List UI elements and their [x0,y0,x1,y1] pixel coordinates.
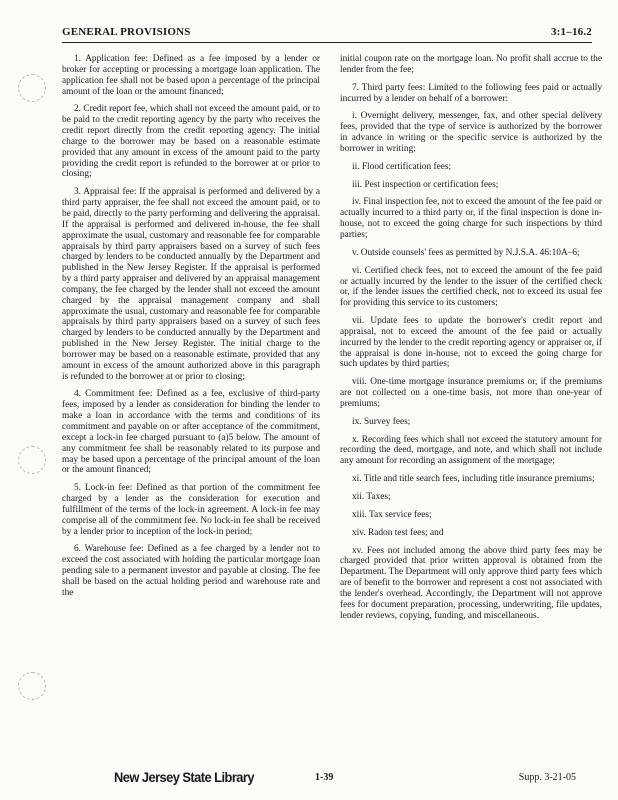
list-item: xii. Taxes; [352,492,391,502]
left-column [62,54,320,606]
list-item: xiii. Tax service fees; [352,509,432,520]
page-number: 1-39 [315,772,334,783]
paragraph-appraisal-fee: 3. Appraisal fee: If the appraisal is performed and delivered by a third party appraiser, the fee shall not exceed the amount paid, or to be paid, directly to the party performing and delivering the appraisal. If the appraisal is performed and delivered in-house, the fee shall approximate the usual, customary and reasonable fee for comparable appraisals by third party appraisers based on a survey of such fees charged by lenders to be conducted annually by the Department and published in the New Jersey Register. If the appraisal is performed by a third party appraiser and delivered by an appraisal management company, the fee charged by the lender shall not exceed the amount charged by the appraisal management company and shall approximate the usual, customary and reasonable fee for comparable appraisals by third party appraisers based on a survey of such fees charged by lenders to be conducted annually by the Department and published in the New Jersey Register. The initial charge to the borrower may be based on a reasonable estimate, provided that any amount in excess of the amount authorized above in this paragraph is refunded to the borrower at or prior to closing; [62,187,320,382]
header-section-number: 3:1–16.2 [550,26,592,38]
header-section-title: GENERAL PROVISIONS [62,26,191,38]
paragraph-credit-report-fee: 2. Credit report fee, which shall not exceed the amount paid, or to be paid to the credit reporting agency by the party who receives the credit report directly from the credit reporting agency. The initial charge to the borrower may be based on a reasonable estimate provided that any amount in excess of the amount paid to the party providing the credit report is refunded to the borrower at or prior to closing; [62,104,320,180]
list-item: xiv. Radon test fees; and [352,527,444,538]
list-item: xv. Fees not included among the above third party fees may be charged provided that prior written approval is obtained from the Department. The Department will only approve third party fees which are of benefit to the borrower and represent a cost not associated with the lender's overhead. Accordingly, the Department will not approve fees for document preparation, processing, underwriting, file updates, lender reviews, copying, funding, and miscellaneous. [340,545,602,621]
paragraph-warehouse-fee-continued: initial coupon rate on the mortgage loan. No profit shall accrue to the lender from the fee; [340,54,602,75]
library-stamp: New Jersey State Library [114,769,254,785]
list-item: iii. Pest inspection or certification fees; [352,179,499,190]
list-item: vi. Certified check fees, not to exceed the amount of the fee paid or actually incurred by the lender to the issuer of the certified check or, if the lender issues the certified check, not to exceed its usual fee for providing this service to its customers; [340,265,602,309]
list-item: viii. One-time mortgage insurance premiums or, if the premiums are not collected on a one-time basis, not more than one-year of premiums; [340,377,602,409]
paragraph-lock-in-fee: 5. Lock-in fee: Defined as that portion of the commitment fee charged by a lender as the consideration for execution and fulfillment of the terms of the lock-in agreement. A lock-in fee may comprise all of the commitment fee. No lock-in fee shall be received by a lender prior to inception of the lock-in period; [62,483,320,537]
list-item: xi. Title and title search fees, including title insurance premiums; [352,474,595,485]
supplement-date: Supp. 3-21-05 [518,772,576,783]
binder-hole-mark [18,446,46,474]
list-item: iv. Final inspection fee, not to exceed the amount of the fee paid or actually incurred to a third party or, if the final inspection is done in-house, not to exceed the going charge for such inspections by third parties; [340,197,602,240]
list-item: ix. Survey fees; [352,416,411,427]
list-item: ii. Flood certification fees; [352,161,452,172]
binder-hole-mark [18,672,46,700]
page-footer [62,769,592,788]
list-item: vii. Update fees to update the borrower's credit report and appraisal, not to exceed the amount of the fee paid or actually incurred by the lender to the credit reporting agency or appraiser or, if the appraisal is done in-house, not to exceed the going charge for such updates by third parties; [340,316,602,370]
right-column [340,54,602,628]
list-item: i. Overnight delivery, messenger, fax, and other special delivery fees, provided that the type of service is authorized by the borrower in advance in writing or the specific service is authorized by the borrower in writing; [340,111,602,154]
paragraph-application-fee: 1. Application fee: Defined as a fee imposed by a lender or broker for accepting or processing a mortgage loan application. The application fee shall not be based upon a percentage of the principal amount of the loan or the amount financed; [62,54,320,97]
paragraph-warehouse-fee: 6. Warehouse fee: Defined as a fee charged by a lender not to exceed the cost associated with holding the particular mortgage loan pending sale to a permanent investor and payable at closing. The fee shall be based on the actual holding period and warehouse rate and the [62,544,320,598]
paragraph-commitment-fee: 4. Commitment fee: Defined as a fee, exclusive of third-party fees, imposed by a lender as consideration for binding the lender to make a loan in accordance with the terms and conditions of its commitment and payable on or after acceptance of the commitment, except a lock-in fee charged pursuant to (a)5 below. The amount of any commitment fee shall be reasonably related to its purpose and may be based upon a percentage of the principal amount of the loan or the amount financed; [62,389,320,476]
list-item: v. Outside counsels' fees as permitted by N.J.S.A. 46:10A–6; [352,247,580,258]
paragraph-third-party-fees: 7. Third party fees: Limited to the following fees paid or actually incurred by a lender on behalf of a borrower: [340,82,602,104]
running-header [62,26,592,43]
list-item: x. Recording fees which shall not exceed the statutory amount for recording the deed, mortgage, and note, and which shall not include any amount for recording an assignment of the mortgage; [340,434,602,467]
binder-hole-mark [18,74,46,102]
